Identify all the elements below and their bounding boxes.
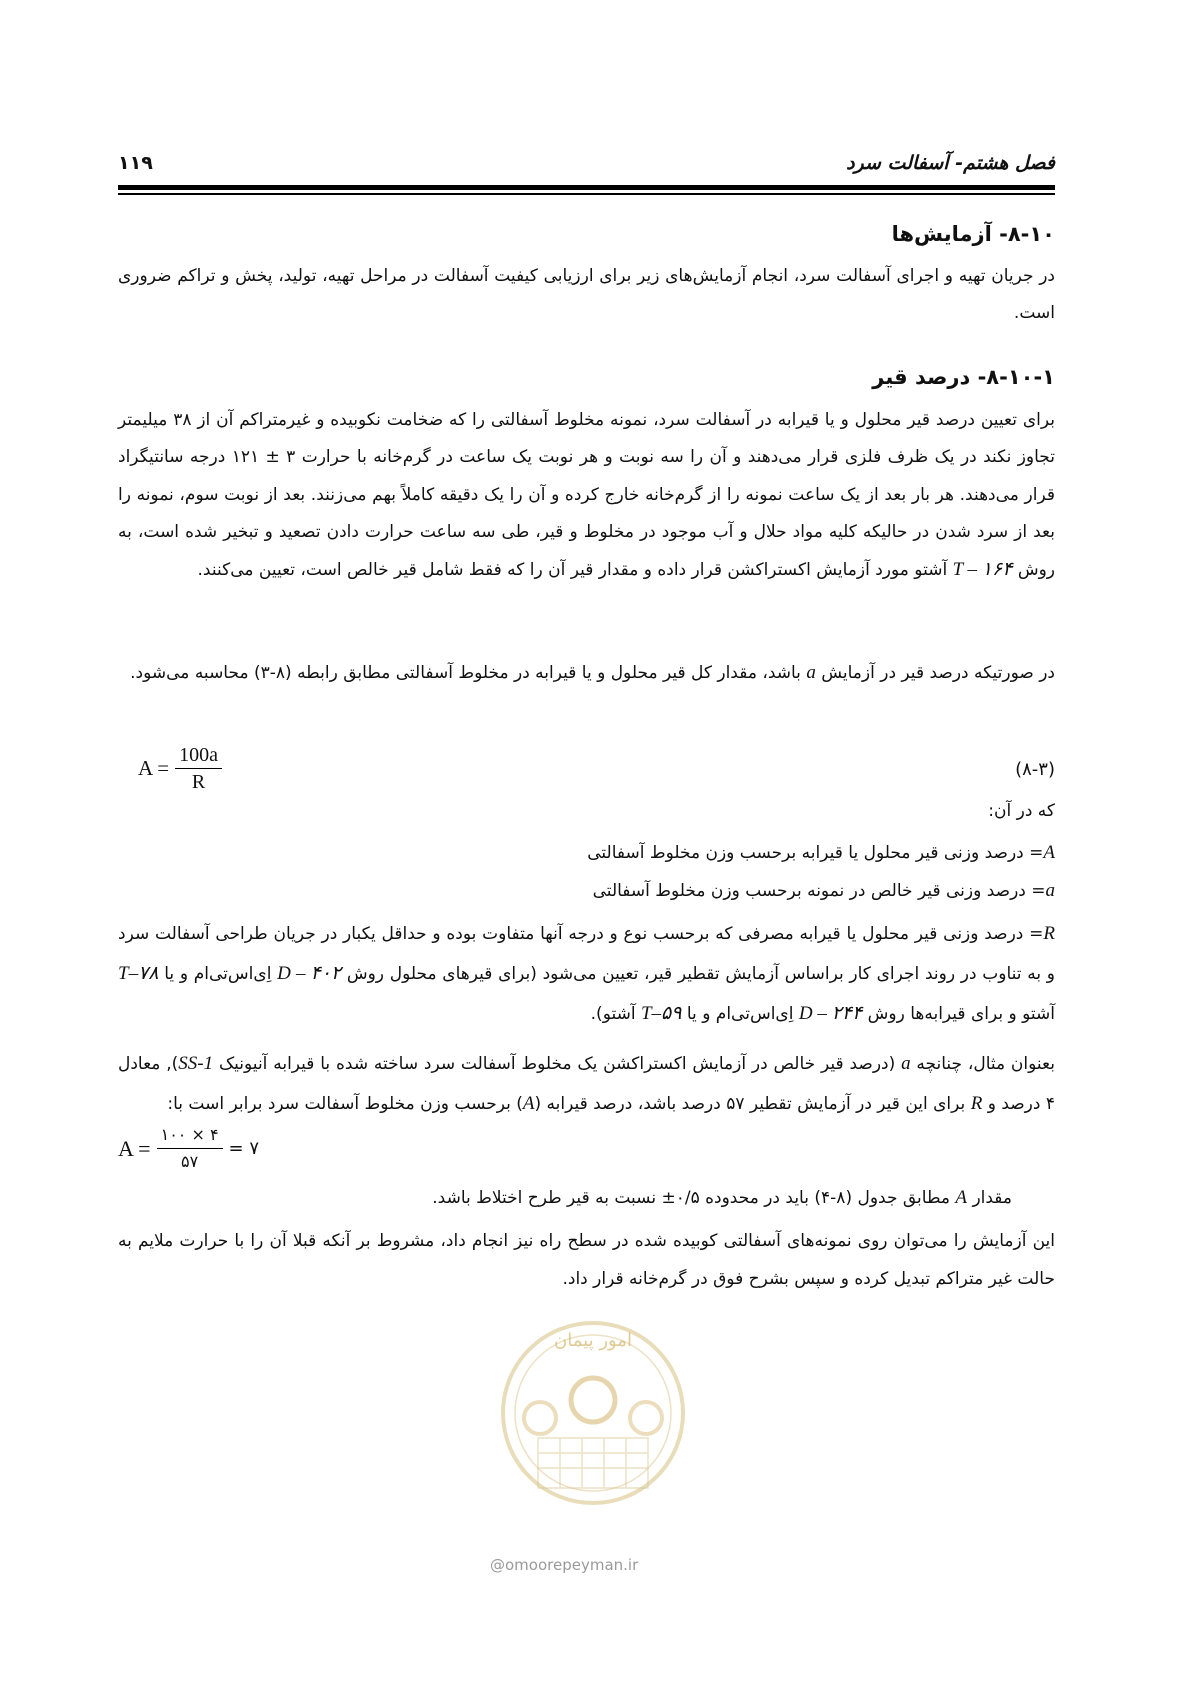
emulsion-code-ss1: SS-1 — [178, 1053, 214, 1074]
var-a: a — [806, 662, 816, 683]
paragraph-1-end: آشتو مورد آزمایش اکستراکشن قرار داده و مقدار قیر آن را که فقط شامل قیر خالص است، تعیین می‌کنند. — [197, 560, 948, 581]
paragraph-2-start: در صورتیکه درصد قیر در آزمایش — [821, 663, 1055, 683]
def-text-R1: = درصد وزنی قیر محلول یا قیرابه مصرفی که برحسب نوع و درجه آنها متفاوت بوده و حداقل یکبار در جریان طراحی آسفالت — [154, 924, 1044, 944]
example-l1a: بعنوان مثال، چنانچه — [916, 1054, 1055, 1074]
example-l2a: معادل ۴ درصد و — [118, 1054, 1055, 1114]
definition-R — [118, 914, 1055, 1034]
header-rule-thin — [118, 193, 1055, 195]
example-paragraph — [118, 1044, 1055, 1124]
def-var-R: R — [1043, 923, 1055, 944]
header-rule-thick — [118, 185, 1055, 190]
def-text-R3b: آشتو و برای قیرابه‌ها روش — [867, 1004, 1055, 1024]
definition-a — [593, 876, 1055, 906]
closing-var-A: A — [955, 1187, 968, 1208]
def-text-R3a: یا — [164, 964, 175, 984]
paragraph-2 — [118, 654, 1055, 692]
equation-2-lhs: A = — [118, 1135, 151, 1161]
closing-p1a: مقدار — [972, 1188, 1012, 1208]
def-var-a: a — [1045, 880, 1055, 901]
section-intro: در جریان تهیه و اجرای آسفالت سرد، انجام آزمایش‌های زیر برای ارزیابی کیفیت آسفالت در مراحل تهیه، تولید، پخش و تراکم ضروری است. — [118, 266, 1055, 323]
example-var-a: a — [901, 1053, 911, 1074]
stamp-text: امور پیمان — [554, 1330, 632, 1351]
method-code-d244: D – ۲۴۴ — [798, 1003, 863, 1024]
closing-paragraph-2: این آزمایش را می‌توان روی نمونه‌های آسفالتی کوبیده شده در سطح راه نیز انجام داد، مشروط بر آنکه قبلا آن را با حرارت ملایم به حالت غیر متراکم تبدیل کرده و سپس بشرح فوق در گرم‌خانه قرار داد. — [118, 1231, 1055, 1289]
paragraph-1-text: برای تعیین درصد قیر محلول و یا قیرابه در آسفالت سرد، نمونه مخلوط آسفالتی را که ضخامت نکوبیده و غیرمتراکم آن از ۳۸ میلیمتر تجاوز نکند در یک ظرف فلزی قرار می‌دهند و آن را سه نوبت و هر نوبت یک ساعت در گرم‌خانه با حرارت ۳ ± ۱۲۱ درجه سانتیگراد قرار می‌دهند. هر بار بعد از یک ساعت نمونه را از گرم‌خانه خارج کرده و آن را یک دقیقه کاملاً بهم می‌زنند. بعد از نوبت سوم، نمونه را بعد از سرد شدن در حالیکه کلیه مواد حلال و آب موجود در مخلوط و قیر، طی سه ساعت حرارت دادن تصعید و تبخیر شده است، به روش — [118, 410, 1056, 581]
equation-1-numerator: 100a — [175, 742, 222, 769]
equation-2 — [118, 1122, 259, 1175]
method-code-t164: T – ۱۶۴ — [952, 559, 1013, 581]
closing-p1b: مطابق جدول (۸-۴) باید در محدوده ۰/۵± نسبت به قیر طرح اختلاط باشد. — [432, 1188, 951, 1208]
subsection-heading: ۸-۱۰-۱- درصد قیر — [872, 365, 1055, 389]
method-code-t59: T–۵۹ — [640, 1003, 682, 1024]
equation-2-numerator: ۴ × ۱۰۰ — [157, 1122, 223, 1149]
closing-paragraph-1 — [432, 1183, 1012, 1213]
equation-2-rhs: = ۷ — [228, 1138, 260, 1159]
def-text-A: = درصد وزنی قیر محلول یا قیرابه برحسب وزن مخلوط آسفالتی — [587, 843, 1044, 863]
equation-1-fraction — [175, 742, 222, 795]
watermark-url: @omoorepeyman.ir — [490, 1556, 639, 1574]
paragraph-2-end: باشد، مقدار کل قیر محلول و یا قیرابه در مخلوط آسفالتی مطابق رابطه (۸-۳) محاسبه می‌شود. — [130, 663, 801, 683]
equation-1 — [138, 742, 222, 795]
def-text-R2b: اِی‌اس‌تی‌ام و — [179, 964, 272, 984]
example-var-A: A — [522, 1093, 535, 1114]
example-l1c: ), — [166, 1054, 179, 1074]
page-number: ۱۱۹ — [118, 152, 153, 174]
def-var-A: A — [1043, 842, 1055, 863]
watermark-stamp — [498, 1318, 688, 1508]
def-text-R3c: اِی‌اس‌تی‌ام و یا — [686, 1004, 794, 1024]
def-text-a: = درصد وزنی قیر خالص در نمونه برحسب وزن مخلوط آسفالتی — [592, 881, 1046, 901]
equation-1-denominator: R — [191, 771, 206, 793]
chapter-title: فصل هشتم- آسفالت سرد — [846, 152, 1055, 174]
equation-1-lhs: A = — [138, 756, 170, 780]
method-code-t78: T–۷۸ — [118, 963, 159, 984]
section-heading: ۸-۱۰- آزمایش‌ها — [891, 222, 1055, 246]
def-text-R3d: آشتو). — [590, 1004, 636, 1024]
method-code-d402: D – ۴۰۲ — [277, 963, 342, 984]
equation-1-label: (۸-۳) — [1015, 759, 1055, 780]
stamp-seal-icon — [498, 1318, 688, 1508]
example-var-R: R — [970, 1093, 983, 1114]
definition-A — [587, 838, 1055, 868]
example-l1b: (درصد قیر خالص در آزمایش اکستراکشن یک مخلوط آسفالت سرد ساخته شده با قیرابه آنیونیک — [218, 1054, 896, 1074]
equation-2-fraction — [157, 1122, 223, 1175]
page-header — [118, 152, 1055, 182]
paragraph-1 — [118, 402, 1055, 589]
where-intro: که در آن: — [988, 801, 1055, 821]
def-text-R2a: سرد و به تناوب در روند اجرای کار براساس آزمایش تقطیر قیر، تعیین می‌شود (برای قیرهای محلول روش — [118, 924, 1056, 984]
example-l2c: ) برحسب وزن مخلوط آسفالت سرد برابر است با: — [167, 1094, 523, 1114]
example-l2b: برای این قیر در آزمایش تقطیر ۵۷ درصد باشد، درصد قیرابه ( — [534, 1094, 966, 1114]
equation-2-denominator: ۵۷ — [180, 1152, 199, 1171]
